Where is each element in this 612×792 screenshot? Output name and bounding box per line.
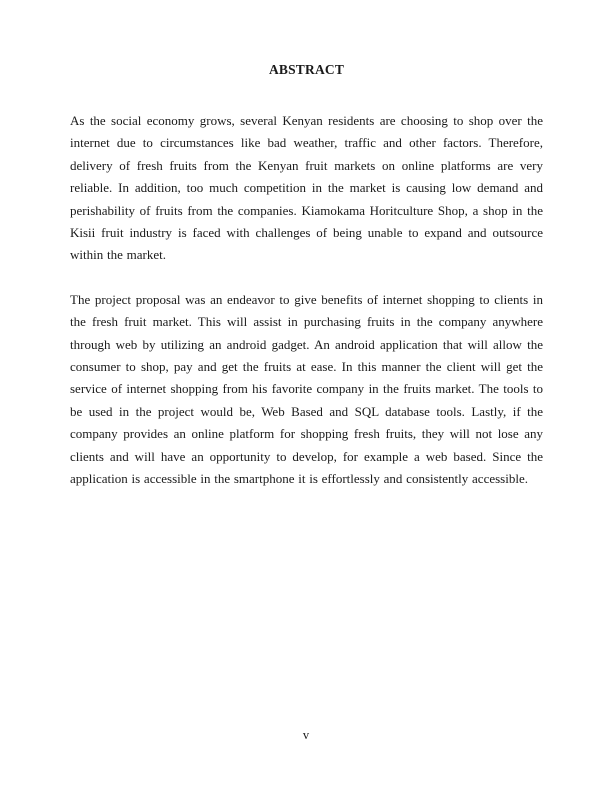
page-number: v [302,728,310,742]
page-content [70,62,543,513]
abstract-paragraph-1: As the social economy grows, several Kenyan residents are choosing to shop over the internet due to circumstances like bad weather, traffic and other factors. Therefore, delivery of fresh fruits from the Kenyan fruit markets on online platforms are very reliable. In addition, too much competition in the market is causing low demand and perishability of fruits from the companies. Kiamokama Horitculture Shop, a shop in the Kisii fruit industry is faced with challenges of being unable to expand and outsource within the market. [70,113,543,263]
page-title: ABSTRACT [268,62,345,77]
abstract-paragraph-2: The project proposal was an endeavor to give benefits of internet shopping to clients in the fresh fruit market. This will assist in purchasing fruits in the company anywhere through web by utilizing an android gadget. An android application that will allow the consumer to shop, pay and get the fruits at ease. In this manner the client will get the service of internet shopping from his favorite company in the fruits market. The tools to be used in the project would be, Web Based and SQL database tools. Lastly, if the company provides an online platform for shopping fresh fruits, they will not lose any clients and will have an opportunity to develop, for example a web based. Since the application is accessible in the smartphone it is effortlessly and consistently accessible. [70,291,543,487]
